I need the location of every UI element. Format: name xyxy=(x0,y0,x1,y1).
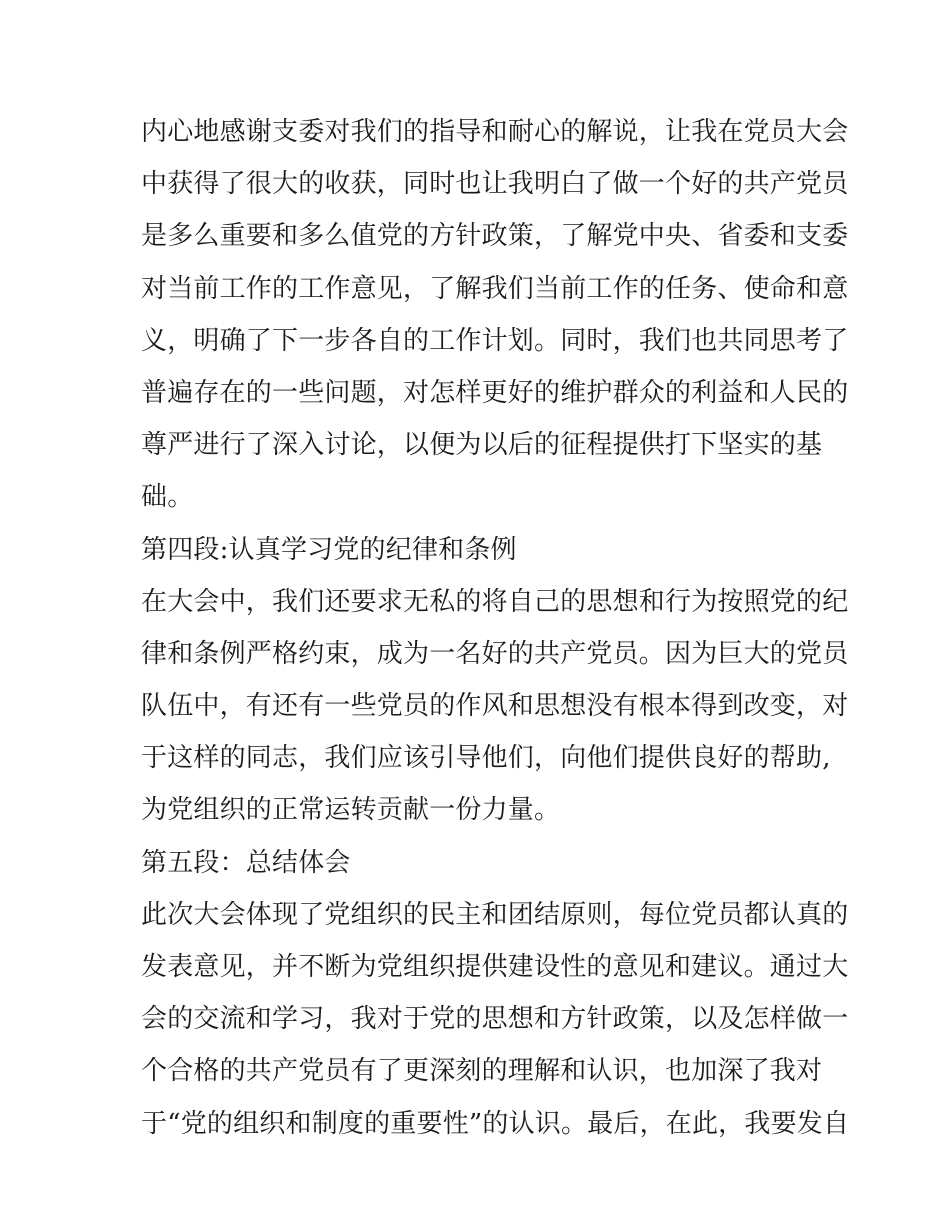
text-line: 队伍中，有还有一些党员的作风和思想没有根本得到改变，对 xyxy=(141,691,849,722)
text-line: 础。 xyxy=(141,482,194,513)
text-line: 义，明确了下一步各自的工作计划。同时，我们也共同思考了 xyxy=(141,325,849,356)
text-line: 律和条例严格约束，成为一名好的共产党员。因为巨大的党员 xyxy=(141,638,849,669)
text-line: 为党组织的正常运转贡献一份力量。 xyxy=(141,795,561,826)
text-line: 内心地感谢支委对我们的指导和耐心的解说，让我在党员大会 xyxy=(141,117,849,147)
section-heading: 第五段：总结体会 xyxy=(141,847,351,878)
text-line: 发表意见，并不断为党组织提供建设性的意见和建议。通过大 xyxy=(141,952,849,982)
text-line: 在大会中，我们还要求无私的将自己的思想和行为按照党的纪 xyxy=(141,586,849,617)
text-line: 是多么重要和多么值党的方针政策，了解党中央、省委和支委 xyxy=(141,221,849,252)
text-line: 尊严进行了深入讨论，以便为以后的征程提供打下坚实的基 xyxy=(141,430,823,461)
text-line: 于这样的同志，我们应该引导他们，向他们提供良好的帮助, xyxy=(141,743,831,774)
text-line: 中获得了很大的收获，同时也让我明白了做一个好的共产党员 xyxy=(141,169,849,200)
section-heading: 第四段:认真学习党的纪律和条例 xyxy=(141,534,517,565)
text-line: 对当前工作的工作意见，了解我们当前工作的任务、使命和意 xyxy=(141,273,849,304)
text-line: 个合格的共产党员有了更深刻的理解和认识，也加深了我对 xyxy=(141,1056,823,1087)
text-line: 于“党的组织和制度的重要性”的认识。最后，在此，我要发自 xyxy=(141,1108,850,1139)
text-line: 普遍存在的一些问题，对怎样更好的维护群众的利益和人民的 xyxy=(141,377,849,408)
text-line: 此次大会体现了党组织的民主和团结原则，每位党员都认真的 xyxy=(141,899,849,930)
document-body xyxy=(141,106,850,1150)
text-line: 会的交流和学习，我对于党的思想和方针政策，以及怎样做一 xyxy=(141,1004,849,1035)
